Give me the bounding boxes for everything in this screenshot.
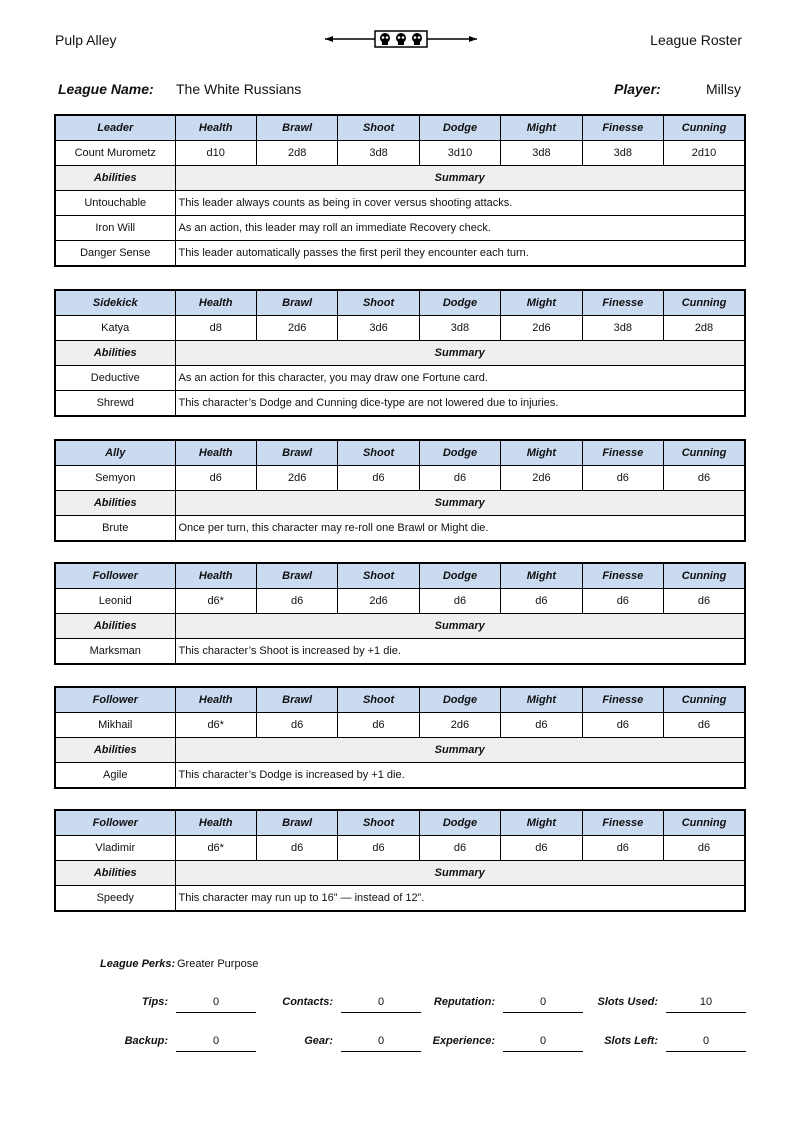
stat-header: Brawl	[256, 440, 337, 466]
summary-header: Summary	[175, 614, 745, 639]
stat-value: d6	[582, 836, 663, 861]
abilities-header: Abilities	[55, 341, 175, 366]
character-name: Count Murometz	[55, 141, 175, 166]
skull-banner-icon	[325, 28, 477, 50]
footer-stat-label: Contacts:	[282, 996, 333, 1008]
stat-value: 2d6	[256, 466, 337, 491]
stat-value: 3d8	[419, 316, 500, 341]
stat-header: Dodge	[419, 687, 500, 713]
role-label: Follower	[55, 687, 175, 713]
league-name-label: League Name:	[58, 81, 154, 97]
stat-header: Might	[501, 687, 582, 713]
ability-summary: Once per turn, this character may re-roll one Brawl or Might die.	[175, 516, 745, 542]
stat-value: 3d8	[582, 141, 663, 166]
stat-value: 2d6	[338, 589, 419, 614]
stat-value: d8	[175, 316, 256, 341]
footer-stat-value: 0	[341, 996, 421, 1013]
stat-header: Dodge	[419, 440, 500, 466]
sheet-title: League Roster	[650, 32, 742, 48]
character-name: Katya	[55, 316, 175, 341]
footer-stat-label: Reputation:	[433, 996, 495, 1008]
ability-name: Danger Sense	[55, 241, 175, 267]
stat-value: 3d6	[338, 316, 419, 341]
stat-header: Dodge	[419, 810, 500, 836]
role-label: Sidekick	[55, 290, 175, 316]
footer-stat-label: Slots Used:	[597, 996, 658, 1008]
ability-name: Deductive	[55, 366, 175, 391]
stat-value: d6	[419, 589, 500, 614]
footer-stat-value: 10	[666, 996, 746, 1013]
stat-header: Health	[175, 563, 256, 589]
footer-stat-value: 0	[176, 1035, 256, 1052]
character-table-5	[54, 809, 746, 912]
character-table-2	[54, 439, 746, 542]
stat-header: Might	[501, 290, 582, 316]
ability-summary: This leader always counts as being in cover versus shooting attacks.	[175, 191, 745, 216]
stat-header: Cunning	[664, 290, 745, 316]
ability-name: Speedy	[55, 886, 175, 912]
stat-value: d6	[664, 589, 745, 614]
stat-header: Might	[501, 440, 582, 466]
stat-value: d6	[582, 713, 663, 738]
stat-value: 2d6	[256, 316, 337, 341]
character-name: Semyon	[55, 466, 175, 491]
stat-header: Health	[175, 687, 256, 713]
stat-header: Cunning	[664, 810, 745, 836]
stat-header: Cunning	[664, 115, 745, 141]
footer-stat-value: 0	[666, 1035, 746, 1052]
player-value: Millsy	[706, 81, 741, 97]
ability-summary: This character’s Dodge is increased by +1 die.	[175, 763, 745, 789]
abilities-header: Abilities	[55, 166, 175, 191]
role-label: Follower	[55, 810, 175, 836]
footer-stat-value: 0	[503, 996, 583, 1013]
stat-value: d6	[338, 836, 419, 861]
stat-value: d6	[501, 713, 582, 738]
footer-stat-label: Gear:	[304, 1035, 333, 1047]
footer-stat-value: 0	[503, 1035, 583, 1052]
stat-value: d6	[501, 589, 582, 614]
league-name-value: The White Russians	[176, 81, 302, 97]
stat-value: d6	[256, 836, 337, 861]
character-name: Mikhail	[55, 713, 175, 738]
stat-header: Health	[175, 810, 256, 836]
stat-header: Shoot	[338, 115, 419, 141]
stat-value: 2d6	[501, 316, 582, 341]
stat-value: d6	[501, 836, 582, 861]
ability-name: Marksman	[55, 639, 175, 665]
stat-value: d6	[419, 836, 500, 861]
role-label: Follower	[55, 563, 175, 589]
footer-stat-label: Slots Left:	[604, 1035, 658, 1047]
character-name: Leonid	[55, 589, 175, 614]
stat-header: Health	[175, 440, 256, 466]
stat-header: Shoot	[338, 563, 419, 589]
stat-header: Might	[501, 115, 582, 141]
ability-summary: This character’s Dodge and Cunning dice-type are not lowered due to injuries.	[175, 391, 745, 417]
ability-name: Untouchable	[55, 191, 175, 216]
league-perks-value: Greater Purpose	[177, 958, 259, 970]
stat-header: Finesse	[582, 290, 663, 316]
stat-value: d6	[582, 466, 663, 491]
ability-name: Agile	[55, 763, 175, 789]
stat-header: Dodge	[419, 115, 500, 141]
ability-summary: This character’s Shoot is increased by +1 die.	[175, 639, 745, 665]
stat-header: Dodge	[419, 290, 500, 316]
stat-value: d6*	[175, 836, 256, 861]
stat-value: d6	[664, 466, 745, 491]
stat-value: d6	[582, 589, 663, 614]
stat-value: d6	[338, 713, 419, 738]
stat-value: 2d8	[256, 141, 337, 166]
role-label: Leader	[55, 115, 175, 141]
stat-value: 3d10	[419, 141, 500, 166]
footer-stat-value: 0	[176, 996, 256, 1013]
stat-header: Dodge	[419, 563, 500, 589]
ability-name: Brute	[55, 516, 175, 542]
stat-value: d6	[664, 713, 745, 738]
stat-header: Finesse	[582, 440, 663, 466]
footer-stat-label: Backup:	[124, 1035, 168, 1047]
ability-summary: As an action for this character, you may draw one Fortune card.	[175, 366, 745, 391]
stat-header: Brawl	[256, 115, 337, 141]
player-label: Player:	[614, 81, 661, 97]
stat-header: Might	[501, 563, 582, 589]
stat-value: d6	[664, 836, 745, 861]
footer-stat-value: 0	[341, 1035, 421, 1052]
stat-value: d6	[256, 713, 337, 738]
stat-header: Health	[175, 115, 256, 141]
stat-value: d6*	[175, 589, 256, 614]
league-perks-label: League Perks:	[100, 958, 176, 970]
game-title: Pulp Alley	[55, 32, 117, 48]
stat-value: d10	[175, 141, 256, 166]
stat-header: Shoot	[338, 440, 419, 466]
role-label: Ally	[55, 440, 175, 466]
stat-value: d6	[419, 466, 500, 491]
stat-value: 2d8	[664, 316, 745, 341]
stat-header: Might	[501, 810, 582, 836]
stat-value: 2d10	[664, 141, 745, 166]
stat-header: Shoot	[338, 290, 419, 316]
summary-header: Summary	[175, 341, 745, 366]
stat-header: Brawl	[256, 810, 337, 836]
stat-header: Brawl	[256, 563, 337, 589]
ability-name: Shrewd	[55, 391, 175, 417]
ability-summary: As an action, this leader may roll an immediate Recovery check.	[175, 216, 745, 241]
stat-header: Cunning	[664, 440, 745, 466]
stat-value: 3d8	[338, 141, 419, 166]
summary-header: Summary	[175, 861, 745, 886]
stat-header: Finesse	[582, 810, 663, 836]
abilities-header: Abilities	[55, 491, 175, 516]
stat-value: d6	[256, 589, 337, 614]
stat-header: Brawl	[256, 687, 337, 713]
character-table-1	[54, 289, 746, 417]
stat-value: 2d6	[501, 466, 582, 491]
ability-summary: This character may run up to 16” — instead of 12”.	[175, 886, 745, 912]
abilities-header: Abilities	[55, 614, 175, 639]
stat-value: d6	[175, 466, 256, 491]
stat-header: Brawl	[256, 290, 337, 316]
character-name: Vladimir	[55, 836, 175, 861]
footer-stat-label: Experience:	[432, 1035, 495, 1047]
stat-header: Cunning	[664, 563, 745, 589]
stat-header: Shoot	[338, 810, 419, 836]
summary-header: Summary	[175, 738, 745, 763]
stat-header: Finesse	[582, 115, 663, 141]
stat-header: Finesse	[582, 563, 663, 589]
stat-value: d6	[338, 466, 419, 491]
summary-header: Summary	[175, 491, 745, 516]
abilities-header: Abilities	[55, 738, 175, 763]
stat-value: d6*	[175, 713, 256, 738]
ability-name: Iron Will	[55, 216, 175, 241]
stat-header: Cunning	[664, 687, 745, 713]
character-table-0	[54, 114, 746, 267]
summary-header: Summary	[175, 166, 745, 191]
stat-header: Health	[175, 290, 256, 316]
footer-stat-label: Tips:	[141, 996, 168, 1008]
abilities-header: Abilities	[55, 861, 175, 886]
stat-value: 2d6	[419, 713, 500, 738]
character-table-4	[54, 686, 746, 789]
stat-header: Finesse	[582, 687, 663, 713]
stat-header: Shoot	[338, 687, 419, 713]
ability-summary: This leader automatically passes the first peril they encounter each turn.	[175, 241, 745, 267]
character-table-3	[54, 562, 746, 665]
stat-value: 3d8	[501, 141, 582, 166]
stat-value: 3d8	[582, 316, 663, 341]
